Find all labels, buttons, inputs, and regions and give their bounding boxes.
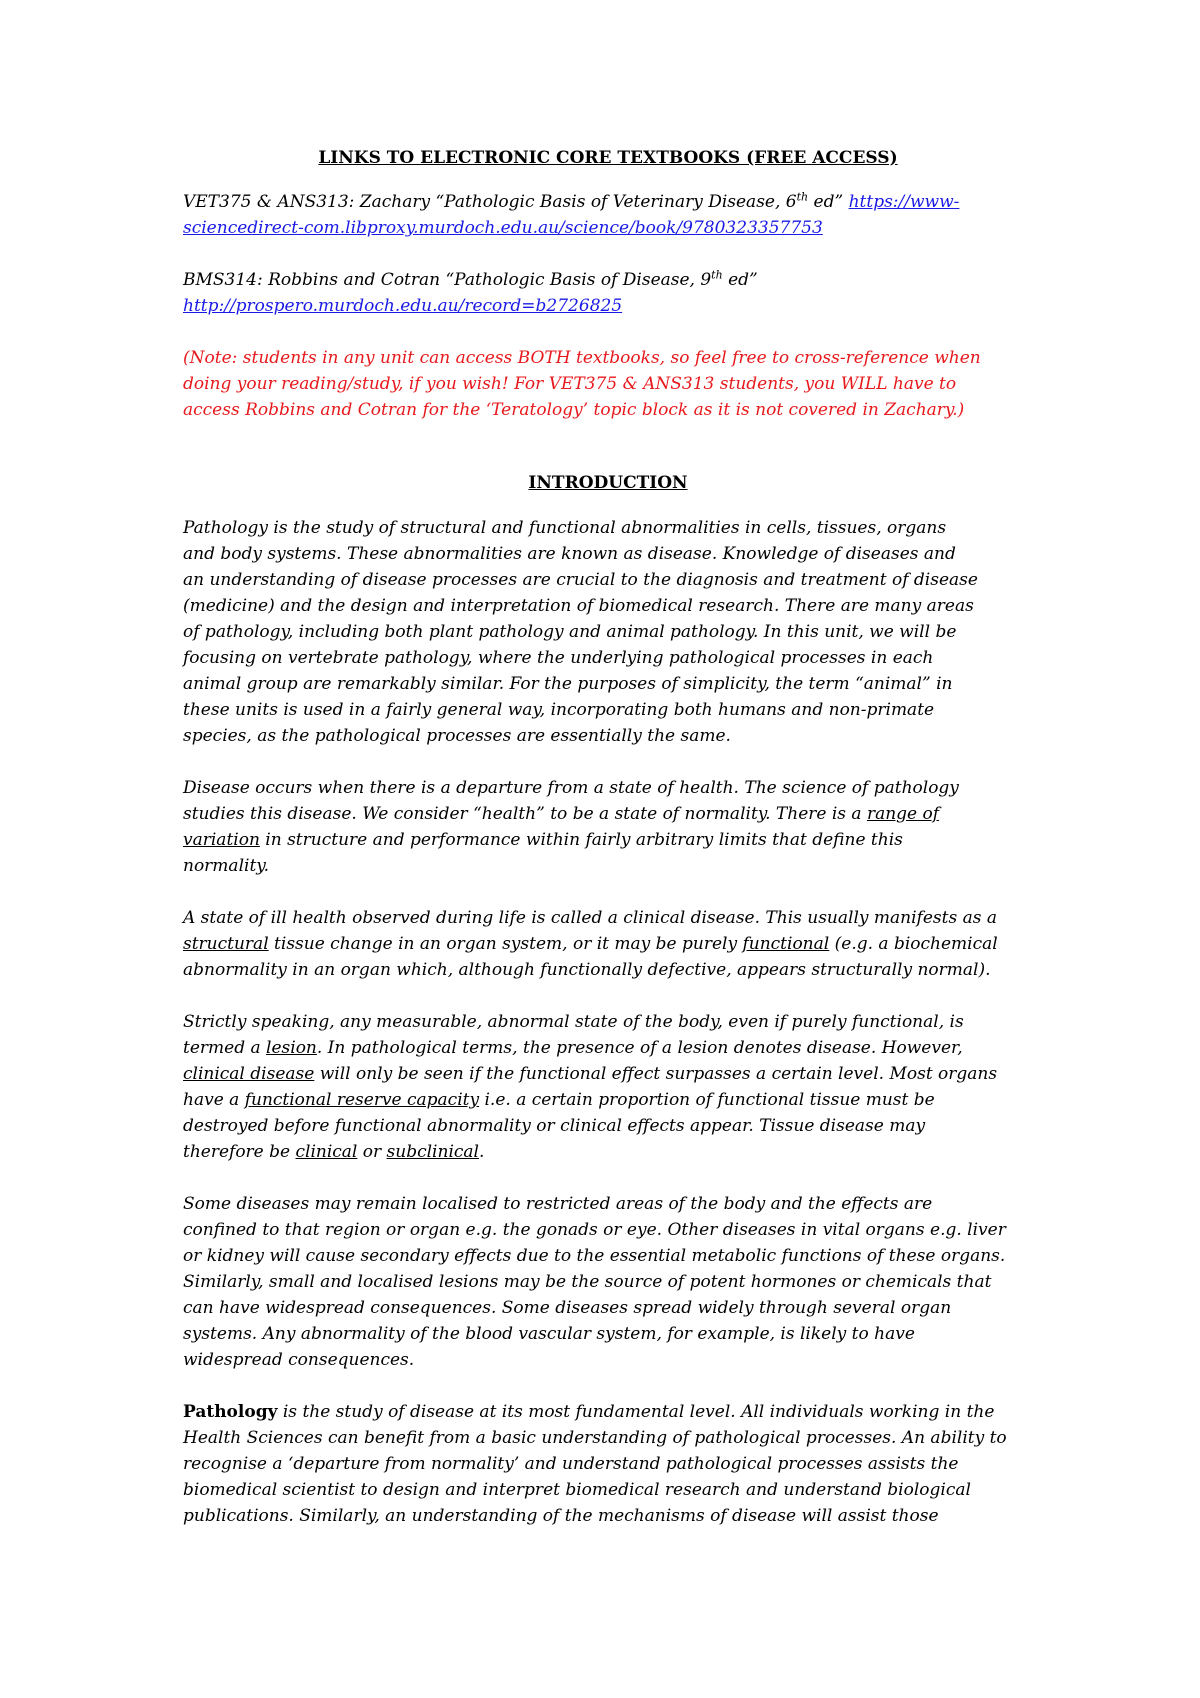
zachary-link[interactable]: https://www- sciencedirect-com.libproxy.murdoch.edu.au/science/book/9780323357753 — [183, 192, 960, 238]
intro-paragraph-5: Some diseases may remain localised to restricted areas of the body and the effects are confined to that region or organ e.g. the gonads or eye. Other diseases in vital organs e.g. liver or kidney will cause secondary effects due to the essential metabolic functions of these organs. Similarly, small and localised lesions may be the source of potent hormones or chemicals that can have widespread consequences. Some diseases spread widely through several organ systems. Any abnormality of the blood vascular system, for example, is likely to have widespread consequences. — [183, 1194, 1006, 1370]
document-page — [183, 148, 1033, 1529]
robbins-link[interactable]: http://prospero.murdoch.edu.au/record=b2726825 — [183, 296, 623, 316]
intro-paragraph-6: Pathology is the study of disease at its most fundamental level. All individuals working in the Health Sciences can benefit from a basic understanding of pathological processes. An ability to recognise a ‘departure from normality’ and understand pathological processes assists the biomedical scientist to design and interpret biomedical research and understand biological publications. Similarly, an understanding of the mechanisms of disease will assist those — [183, 1402, 1007, 1526]
pathology-term: Pathology — [183, 1402, 278, 1422]
textbook-note: (Note: students in any unit can access BOTH textbooks, so feel free to cross-reference when doing your reading/study, if you wish! For VET375 & ANS313 students, you WILL have to access Robbins and Cotran for the ‘Teratology’ topic block as it is not covered in Zachary.) — [183, 348, 981, 420]
links-heading: LINKS TO ELECTRONIC CORE TEXTBOOKS (FREE ACCESS) — [318, 148, 898, 168]
intro-paragraph-1: Pathology is the study of structural and functional abnormalities in cells, tissues, organs and body systems. These abnormalities are known as disease. Knowledge of diseases and an understanding of disease processes are crucial to the diagnosis and treatment of disease (medicine) and the design and interpretation of biomedical research. There are many areas of pathology, including both plant pathology and animal pathology. In this unit, we will be focusing on vertebrate pathology, where the underlying pathological processes in each animal group are remarkably similar. For the purposes of simplicity, the term “animal” in these units is used in a fairly general way, incorporating both humans and non-primate species, as the pathological processes are essentially the same. — [183, 518, 978, 746]
intro-paragraph-3: A state of ill health observed during life is called a clinical disease. This usually manifests as a structural tissue change in an organ system, or it may be purely functional (e.g. a biochemical abnormality in an organ which, although functionally defective, appears structurally normal). — [183, 908, 998, 980]
robbins-reference: BMS314: Robbins and Cotran “Pathologic Basis of Disease, 9th ed” http://prospero.murdoch.edu.au/record=b2726825 — [183, 268, 758, 316]
intro-paragraph-2: Disease occurs when there is a departure from a state of health. The science of pathology studies this disease. We consider “health” to be a state of normality. There is a range of variation in structure and performance within fairly arbitrary limits that define this normality. — [183, 778, 959, 876]
zachary-reference: VET375 & ANS313: Zachary “Pathologic Basis of Veterinary Disease, 6th ed” https://www- sciencedirect-com.libproxy.murdoch.edu.au/science/book/9780323357753 — [183, 190, 960, 238]
introduction-heading: INTRODUCTION — [528, 473, 688, 493]
intro-paragraph-4: Strictly speaking, any measurable, abnormal state of the body, even if purely functional, is termed a lesion. In pathological terms, the presence of a lesion denotes disease. However, clinical disease will only be seen if the functional effect surpasses a certain level. Most organs have a functional reserve capacity i.e. a certain proportion of functional tissue must be destroyed before functional abnormality or clinical effects appear. Tissue disease may therefore be clinical or subclinical. — [183, 1012, 998, 1162]
